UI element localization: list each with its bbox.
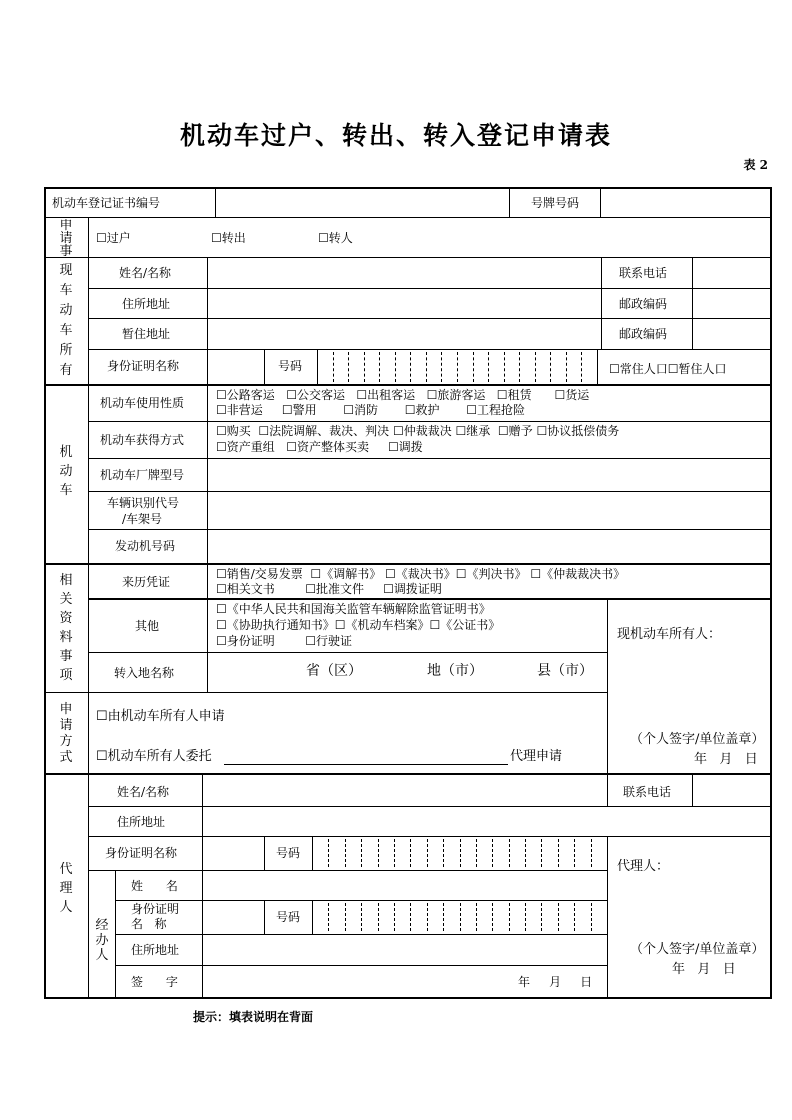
owner-name-label: 姓名/名称 — [119, 266, 172, 280]
number-box-divider — [361, 903, 362, 931]
table-border-bottom — [44, 997, 772, 999]
row-line — [88, 870, 608, 871]
acq-options-2[interactable]: ☐资产重组 ☐资产整体买卖 ☐调拨 — [216, 440, 423, 454]
acq-label: 机动车获得方式 — [100, 433, 185, 447]
col-line — [264, 836, 265, 870]
county-label: 县（市） — [537, 663, 593, 679]
option-transfer[interactable]: ☐过户 — [96, 231, 131, 245]
number-box-divider — [348, 352, 349, 382]
col-line — [202, 774, 203, 997]
owner-temp-addr-label: 暂住地址 — [122, 327, 171, 341]
apply-method-group-label: 申请方式 — [59, 702, 73, 765]
number-box-divider — [379, 352, 380, 382]
col-line — [607, 599, 608, 774]
apply-item-group-label: 申请事 — [59, 219, 73, 257]
number-box-divider — [525, 903, 526, 931]
row-line — [44, 773, 772, 775]
col-line — [264, 900, 265, 934]
province-label: 省（区） — [306, 663, 362, 679]
number-box-divider — [361, 839, 362, 867]
handler-group-label: 经办人 — [95, 918, 109, 963]
table-border-right — [770, 187, 772, 999]
col-line — [607, 774, 608, 806]
row-line — [88, 458, 772, 459]
number-box-divider — [345, 903, 346, 931]
row-line — [115, 900, 608, 901]
transfer-place-label: 转入地名称 — [114, 666, 175, 680]
handler-id-label-2: 名 称 — [131, 917, 167, 931]
owner-zip2-label: 邮政编码 — [619, 327, 668, 341]
col-line — [312, 836, 313, 870]
docs-group-label: 相关资料事项 — [59, 573, 73, 683]
row-line — [115, 934, 608, 935]
row-line — [88, 288, 772, 289]
row-line — [88, 318, 772, 319]
col-line — [312, 900, 313, 934]
row-line — [44, 563, 772, 565]
number-box-divider — [581, 352, 582, 382]
row-line — [44, 257, 772, 258]
use-options-1[interactable]: ☐公路客运 ☐公交客运 ☐出租客运 ☐旅游客运 ☐租赁 ☐货运 — [216, 388, 590, 402]
agent-id-label: 身份证明名称 — [105, 846, 178, 860]
number-box-divider — [333, 352, 334, 382]
cert-no-label: 机动车登记证书编号 — [52, 196, 161, 210]
plate-label: 号牌号码 — [531, 196, 580, 210]
number-box-divider — [535, 352, 536, 382]
number-box-divider — [328, 903, 329, 931]
row-line — [44, 384, 772, 386]
table-border-top — [44, 187, 772, 189]
handler-id-label-1: 身份证明 — [131, 902, 180, 916]
number-box-divider — [492, 903, 493, 931]
method-owner-option[interactable]: ☐由机动车所有人申请 — [96, 709, 225, 724]
number-box-divider — [441, 352, 442, 382]
number-box-divider — [394, 903, 395, 931]
number-box-divider — [591, 839, 592, 867]
vin-label-1: 车辆识别代号 — [107, 496, 180, 510]
agent-sign-label: 代理人： — [617, 859, 670, 874]
footer-note: 提示：填表说明在背面 — [193, 1010, 314, 1024]
use-label: 机动车使用性质 — [100, 396, 185, 410]
owner-addr-label: 住所地址 — [122, 297, 171, 311]
option-transfer-out[interactable]: ☐转出 — [211, 231, 246, 245]
owner-sign-date: 年 月 日 — [694, 752, 758, 767]
number-box-divider — [492, 839, 493, 867]
row-line — [88, 529, 772, 530]
number-box-divider — [519, 352, 520, 382]
col-line — [115, 870, 116, 997]
row-line — [88, 806, 772, 807]
handler-num-label: 号码 — [276, 910, 301, 924]
page-title: 机动车过户、转出、转入登记申请表 — [179, 121, 612, 150]
col-line — [215, 188, 216, 218]
handler-date: 年 月 日 — [518, 975, 593, 989]
number-box-divider — [460, 903, 461, 931]
col-line — [264, 349, 265, 385]
resident-options[interactable]: ☐常住人口☐暂住人口 — [609, 362, 727, 376]
number-box-divider — [410, 839, 411, 867]
number-box-divider — [394, 839, 395, 867]
table-number: 表 2 — [743, 158, 768, 172]
col-line — [597, 349, 598, 385]
agent-name-underline[interactable] — [224, 764, 508, 765]
acq-options-1[interactable]: ☐购买 ☐法院调解、裁决、判决 ☐仲裁裁决 ☐继承 ☐赠予 ☐协议抵偿债务 — [216, 424, 620, 438]
vin-label-2: /车架号 — [122, 512, 163, 526]
col-line — [607, 836, 608, 997]
other-options-2[interactable]: ☐《协助执行通知书》☐《机动车档案》☐《公证书》 — [216, 618, 501, 632]
row-line — [88, 836, 772, 837]
number-box-divider — [427, 839, 428, 867]
agent-name-label: 姓名/名称 — [117, 785, 170, 799]
handler-addr-label: 住所地址 — [131, 943, 180, 957]
origin-options-1[interactable]: ☐销售/交易发票 ☐《调解书》 ☐《裁决书》☐《判决书》 ☐《仲裁裁决书》 — [216, 567, 626, 581]
col-line — [509, 188, 510, 218]
number-box-divider — [550, 352, 551, 382]
row-line — [44, 692, 608, 693]
number-box-divider — [473, 352, 474, 382]
row-line — [88, 491, 772, 492]
number-box-divider — [591, 903, 592, 931]
row-line — [44, 217, 772, 218]
number-box-divider — [443, 839, 444, 867]
number-box-divider — [541, 839, 542, 867]
number-box-divider — [476, 903, 477, 931]
number-box-divider — [566, 352, 567, 382]
number-box-divider — [378, 903, 379, 931]
number-box-divider — [427, 903, 428, 931]
row-line — [115, 965, 608, 966]
col-line — [692, 774, 693, 806]
agent-num-label: 号码 — [276, 846, 301, 860]
number-box-divider — [558, 839, 559, 867]
number-box-divider — [541, 903, 542, 931]
option-transfer-in[interactable]: ☐转人 — [318, 231, 353, 245]
row-line — [88, 652, 608, 653]
handler-name-label: 姓 名 — [131, 879, 178, 893]
number-box-divider — [345, 839, 346, 867]
number-box-divider — [364, 352, 365, 382]
agent-sign-note: （个人签字/单位盖章） — [630, 942, 765, 957]
owner-sign-note: （个人签字/单位盖章） — [630, 732, 765, 747]
row-line — [88, 421, 772, 422]
number-box-divider — [457, 352, 458, 382]
col-line — [601, 257, 602, 349]
owner-group-label: 现车动车所有 — [59, 263, 73, 378]
table-border-left — [44, 187, 46, 999]
other-label: 其他 — [135, 619, 160, 633]
owner-phone-label: 联系电话 — [619, 266, 668, 280]
number-box-divider — [525, 839, 526, 867]
city-label: 地（市） — [427, 663, 483, 679]
agent-phone-label: 联系电话 — [623, 785, 672, 799]
number-box-divider — [488, 352, 489, 382]
agent-addr-label: 住所地址 — [117, 815, 166, 829]
other-options-3[interactable]: ☐身份证明 ☐行驶证 — [216, 634, 353, 648]
number-box-divider — [509, 903, 510, 931]
number-box-divider — [378, 839, 379, 867]
number-box-divider — [504, 352, 505, 382]
col-line — [207, 257, 208, 693]
col-line — [88, 217, 89, 997]
agent-group-label: 代理人 — [59, 862, 73, 915]
number-box-divider — [328, 839, 329, 867]
handler-sign-label: 签 字 — [131, 975, 178, 989]
vehicle-group-label: 机动车 — [59, 445, 73, 498]
number-box-divider — [395, 352, 396, 382]
method-agent-suffix: 代理申请 — [510, 749, 563, 764]
origin-label: 来历凭证 — [122, 575, 171, 589]
owner-sign-label: 现机动车所有人： — [617, 627, 722, 642]
number-box-divider — [476, 839, 477, 867]
owner-num-label: 号码 — [278, 359, 303, 373]
use-options-2[interactable]: ☐非营运 ☐警用 ☐消防 ☐救护 ☐工程抢险 — [216, 403, 525, 417]
number-box-divider — [426, 352, 427, 382]
number-box-divider — [460, 839, 461, 867]
number-box-divider — [574, 903, 575, 931]
number-box-divider — [410, 903, 411, 931]
col-line — [692, 257, 693, 349]
col-line — [600, 188, 601, 218]
brand-label: 机动车厂牌型号 — [100, 468, 185, 482]
origin-options-2[interactable]: ☐相关文书 ☐批准文件 ☐调拨证明 — [216, 582, 442, 596]
number-box-divider — [443, 903, 444, 931]
number-box-divider — [410, 352, 411, 382]
col-line — [317, 349, 318, 385]
row-line — [88, 349, 772, 350]
row-line — [88, 598, 772, 600]
number-box-divider — [509, 839, 510, 867]
agent-sign-date: 年 月 日 — [672, 962, 736, 977]
number-box-divider — [558, 903, 559, 931]
engine-label: 发动机号码 — [115, 539, 176, 553]
other-options-1[interactable]: ☐《中华人民共和国海关监管车辆解除监管证明书》 — [216, 602, 491, 616]
owner-id-label: 身份证明名称 — [107, 359, 180, 373]
owner-zip-label: 邮政编码 — [619, 297, 668, 311]
method-agent-option[interactable]: ☐机动车所有人委托 — [96, 749, 212, 764]
number-box-divider — [574, 839, 575, 867]
